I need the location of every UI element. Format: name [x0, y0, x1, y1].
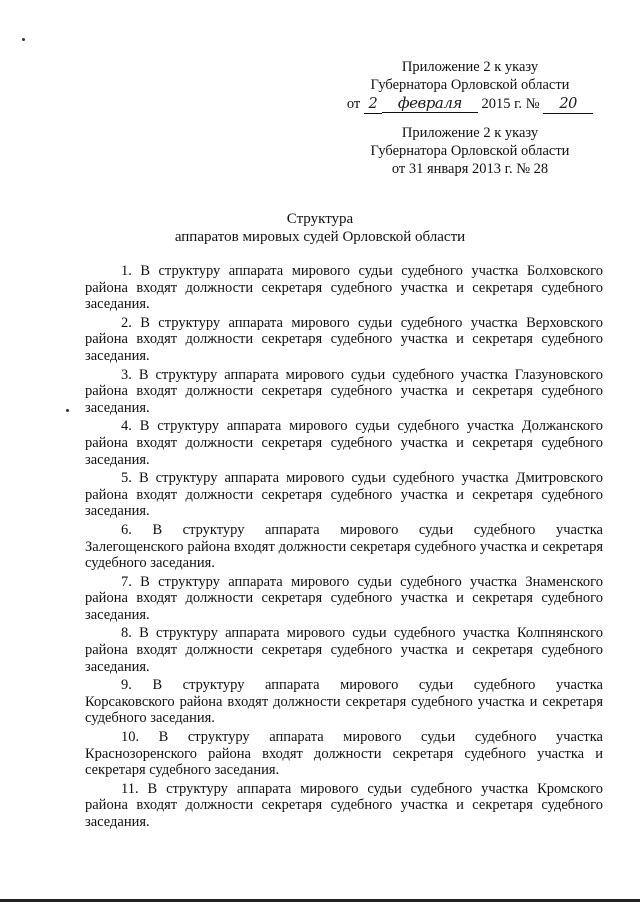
date-prefix: от [346, 96, 361, 112]
date-year: 2015 г. [481, 96, 523, 112]
item-first-line: 7. В структуру аппарата мирового судьи судебного участка Знаменского [121, 573, 603, 590]
item-first-line: 8. В структуру аппарата мирового судьи судебного участка Колпнянского [121, 625, 603, 642]
item-first-line: 9. В структуру аппарата мирового судьи судебного участка [121, 677, 603, 694]
annex-date-line [345, 94, 595, 114]
item-first-line: 6. В структуру аппарата мирового судьи судебного участка [121, 521, 603, 538]
annex-prev-line-1: Приложение 2 к указу [401, 125, 539, 141]
item-first-line: 10. В структуру аппарата мирового судьи судебного участка [121, 729, 603, 746]
item-text: Залегощенского района входят должности секретаря судебного участка и секретаря судебного заседания. [85, 538, 603, 572]
list-item [85, 315, 603, 365]
annex-header-current [345, 58, 595, 114]
annex-line-1: Приложение 2 к указу [401, 59, 539, 75]
list-item [85, 470, 603, 520]
structure-list [85, 263, 603, 833]
list-item [85, 263, 603, 313]
list-item [85, 522, 603, 572]
item-text: района входят должности секретаря судебного участка и секретаря судебного заседания. [85, 486, 603, 520]
page-bottom-edge [0, 899, 640, 902]
list-item [85, 781, 603, 831]
document-title [0, 210, 640, 246]
item-text: Корсаковского района входят должности секретаря судебного участка и секретаря судебного заседания. [85, 693, 603, 727]
list-item [85, 367, 603, 417]
number-prefix: № [525, 96, 540, 112]
item-first-line: 5. В структуру аппарата мирового судьи судебного участка Дмитровского [121, 470, 603, 487]
list-item [85, 574, 603, 624]
annex-prev-line-2: Губернатора Орловской области [370, 143, 570, 159]
title-line-1: Структура [286, 211, 354, 227]
item-first-line: 3. В структуру аппарата мирового судьи судебного участка Глазуновского [121, 366, 603, 383]
item-text: Краснозоренского района входят должности секретаря судебного участка и секретаря судебного заседания. [85, 745, 603, 779]
annex-line-2: Губернатора Орловской области [370, 77, 570, 93]
item-text: района входят должности секретаря судебного участка и секретаря судебного заседания. [85, 331, 603, 364]
list-item [85, 625, 603, 675]
annex-header-previous [345, 124, 595, 178]
item-first-line: 2. В структуру аппарата мирового судьи судебного участка Верховского [121, 314, 603, 331]
item-text: района входят должности секретаря судебного участка и секретаря судебного заседания. [85, 590, 603, 623]
item-text: района входят должности секретаря судебного участка и секретаря судебного заседания. [85, 434, 603, 468]
item-text: района входят должности секретаря судебного участка и секретаря судебного заседания. [85, 797, 603, 830]
item-text: района входят должности секретаря судебного участка и секретаря судебного заседания. [85, 279, 603, 313]
item-first-line: 11. В структуру аппарата мирового судьи судебного участка Кромского [121, 780, 603, 797]
list-item [85, 729, 603, 779]
title-line-2: аппаратов мировых судей Орловской области [174, 229, 466, 245]
scan-speck [66, 409, 69, 412]
list-item [85, 677, 603, 727]
handwritten-day: 2 [364, 95, 382, 114]
item-text: района входят должности секретаря судебного участка и секретаря судебного заседания. [85, 642, 603, 675]
scan-speck [22, 38, 25, 41]
item-first-line: 1. В структуру аппарата мирового судьи судебного участка Болховского [121, 263, 603, 279]
handwritten-number: 20 [543, 95, 593, 114]
handwritten-month: февраля [382, 94, 478, 113]
annex-prev-line-3: от 31 января 2013 г. № 28 [391, 161, 549, 177]
item-first-line: 4. В структуру аппарата мирового судьи судебного участка Должанского [121, 418, 603, 435]
list-item [85, 418, 603, 468]
item-text: района входят должности секретаря судебного участка и секретаря судебного заседания. [85, 383, 603, 416]
